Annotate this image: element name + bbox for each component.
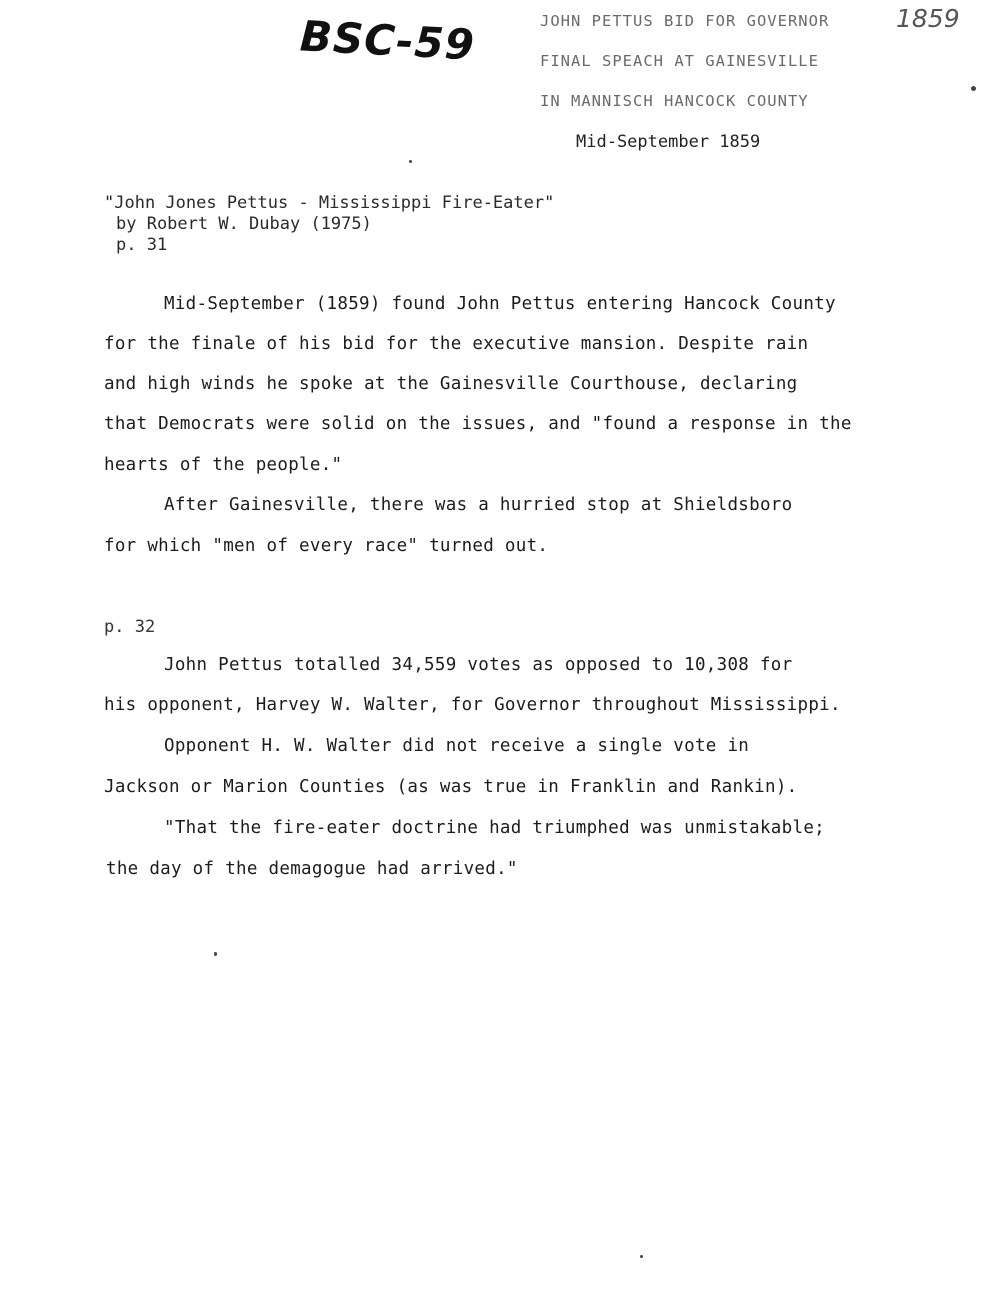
body-line: After Gainesville, there was a hurried stop at Shieldsboro	[164, 495, 793, 515]
scan-speck	[409, 160, 412, 163]
body-line: "That the fire-eater doctrine had triumphed was unmistakable;	[164, 818, 825, 838]
body-line: and high winds he spoke at the Gainesville Courthouse, declaring	[104, 374, 798, 394]
body-line: that Democrats were solid on the issues, and "found a response in the	[104, 414, 852, 434]
body-line: Mid-September (1859) found John Pettus entering Hancock County	[164, 294, 836, 314]
source-page: p. 31	[116, 235, 168, 255]
page-reference: p. 32	[104, 617, 156, 637]
body-line: Jackson or Marion Counties (as was true in Franklin and Rankin).	[104, 777, 798, 797]
body-line: John Pettus totalled 34,559 votes as opposed to 10,308 for	[164, 655, 793, 675]
header-line-1: JOHN PETTUS BID FOR GOVERNOR	[540, 12, 830, 30]
source-author: by Robert W. Dubay (1975)	[116, 214, 372, 234]
source-title: "John Jones Pettus - Mississippi Fire-Eater"	[104, 193, 555, 213]
scan-speck	[214, 952, 217, 956]
year-annotation: 1859	[896, 4, 960, 33]
scan-speck	[971, 86, 976, 91]
body-line: Opponent H. W. Walter did not receive a single vote in	[164, 736, 750, 756]
scan-speck	[640, 1255, 643, 1258]
header-line-3: IN MANNISCH HANCOCK COUNTY	[540, 92, 809, 110]
header-date: Mid-September 1859	[576, 132, 761, 152]
body-line: the day of the demagogue had arrived."	[106, 859, 518, 879]
body-line: for the finale of his bid for the executive mansion. Despite rain	[104, 334, 809, 354]
header-line-2: FINAL SPEACH AT GAINESVILLE	[540, 52, 819, 70]
body-line: for which "men of every race" turned out.	[104, 536, 549, 556]
file-code-annotation: BSC-59	[298, 11, 477, 70]
body-line: his opponent, Harvey W. Walter, for Governor throughout Mississippi.	[104, 695, 841, 715]
body-line: hearts of the people."	[104, 455, 343, 475]
